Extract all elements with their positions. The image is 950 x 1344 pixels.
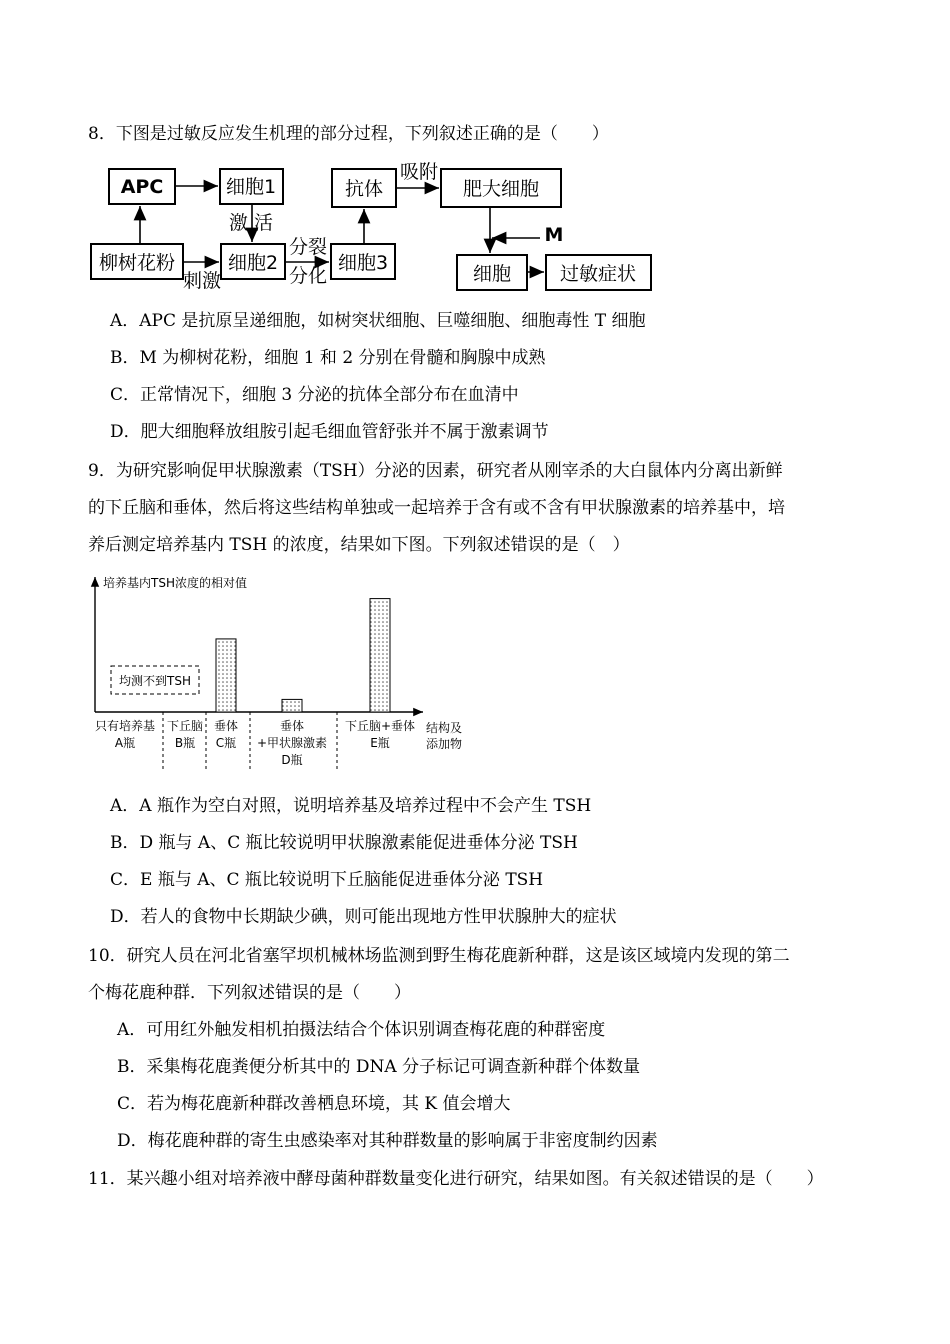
- q10-stem-line-1: 10．研究人员在河北省塞罕坝机械林场监测到野生梅花鹿新种群，这是该区域境内发现的第二: [88, 946, 790, 966]
- x-axis-label-2: 添加物: [426, 737, 463, 751]
- q9-option-a: A．A 瓶作为空白对照，说明培养基及培养过程中不会产生 TSH: [110, 796, 592, 816]
- y-axis-label: 培养基内TSH浓度的相对值: [103, 576, 247, 590]
- cell-label: 细胞: [472, 263, 512, 285]
- q10-option-a: A．可用红外触发相机拍摄法结合个体识别调查梅花鹿的种群密度: [117, 1020, 606, 1040]
- q10-option-c: C．若为梅花鹿新种群改善栖息环境，其 K 值会增大: [117, 1094, 511, 1114]
- category-label-0-1: 只有培养基: [94, 719, 156, 733]
- q11-stem: 11．某兴趣小组对培养液中酵母菌种群数量变化进行研究，结果如图。有关叙述错误的是（ ）: [88, 1169, 824, 1189]
- cell3-label: 细胞3: [337, 252, 389, 274]
- allergy-label: 过敏症状: [559, 263, 637, 285]
- q8-option-a: A．APC 是抗原呈递细胞，如树突状细胞、巨噬细胞、细胞毒性 T 细胞: [110, 311, 646, 331]
- q8-option-b: B．M 为柳树花粉，细胞 1 和 2 分别在骨髓和胸腺中成熟: [110, 348, 546, 368]
- tsh-bar-chart: [85, 572, 565, 772]
- stimulate-label: 刺激: [182, 270, 222, 292]
- q9-stem-line-3: 养后测定培养基内 TSH 的浓度，结果如下图。下列叙述错误的是（ ）: [88, 535, 630, 555]
- category-label-4-1: 下丘脑+垂体: [344, 719, 416, 733]
- q9-stem-line-1: 9．为研究影响促甲状腺激素（TSH）分泌的因素，研究者从刚宰杀的大白鼠体内分离出新鲜: [88, 461, 783, 481]
- category-label-1-2: B瓶: [174, 736, 196, 750]
- activate-label: 激 活: [228, 212, 274, 234]
- bar-4: [370, 599, 390, 712]
- q9-option-b: B．D 瓶与 A、C 瓶比较说明甲状腺激素能促进垂体分泌 TSH: [110, 833, 578, 853]
- cell1-label: 细胞1: [225, 176, 277, 198]
- q10-stem-line-2: 个梅花鹿种群．下列叙述错误的是（ ）: [88, 983, 411, 1003]
- q10-option-d: D．梅花鹿种群的寄生虫感染率对其种群数量的影响属于非密度制约因素: [117, 1131, 658, 1151]
- q8-option-c: C．正常情况下，细胞 3 分泌的抗体全部分布在血清中: [110, 385, 519, 405]
- bar-3: [282, 699, 302, 712]
- q8-option-d: D．肥大细胞释放组胺引起毛细血管舒张并不属于激素调节: [110, 422, 549, 442]
- category-label-2-1: 垂体: [213, 719, 239, 733]
- x-axis-label-1: 结构及: [426, 721, 463, 735]
- bar-2: [216, 639, 236, 712]
- adsorb-label: 吸附: [399, 161, 439, 183]
- q9-option-c: C．E 瓶与 A、C 瓶比较说明下丘脑能促进垂体分泌 TSH: [110, 870, 544, 890]
- divide-label: 分裂: [288, 236, 328, 258]
- pollen-label: 柳树花粉: [98, 252, 176, 274]
- allergy-mechanism-diagram: [0, 0, 950, 300]
- cell2-label: 细胞2: [227, 252, 279, 274]
- category-label-2-2: C瓶: [215, 736, 237, 750]
- category-label-3-2: +甲状腺激素: [256, 736, 328, 750]
- category-label-0-2: A瓶: [114, 736, 136, 750]
- q10-option-b: B．采集梅花鹿粪便分析其中的 DNA 分子标记可调查新种群个体数量: [117, 1057, 641, 1077]
- q9-option-d: D．若人的食物中长期缺少碘，则可能出现地方性甲状腺肿大的症状: [110, 907, 617, 927]
- annotation-label: 均测不到TSH: [119, 674, 191, 688]
- category-label-3-1: 垂体: [279, 719, 305, 733]
- apc-label: APC: [120, 176, 164, 198]
- antibody-label: 抗体: [344, 178, 384, 200]
- q9-stem-line-2: 的下丘脑和垂体，然后将这些结构单独或一起培养于含有或不含有甲状腺激素的培养基中，培: [88, 498, 785, 518]
- category-label-4-2: E瓶: [370, 736, 390, 750]
- m-label: M: [544, 224, 564, 246]
- mast-cell-label: 肥大细胞: [462, 178, 540, 200]
- q8-stem: 8．下图是过敏反应发生机理的部分过程，下列叙述正确的是（ ）: [88, 124, 609, 144]
- category-label-1-1: 下丘脑: [166, 719, 204, 733]
- category-label-3-3: D瓶: [281, 753, 303, 767]
- differentiate-label: 分化: [288, 265, 328, 287]
